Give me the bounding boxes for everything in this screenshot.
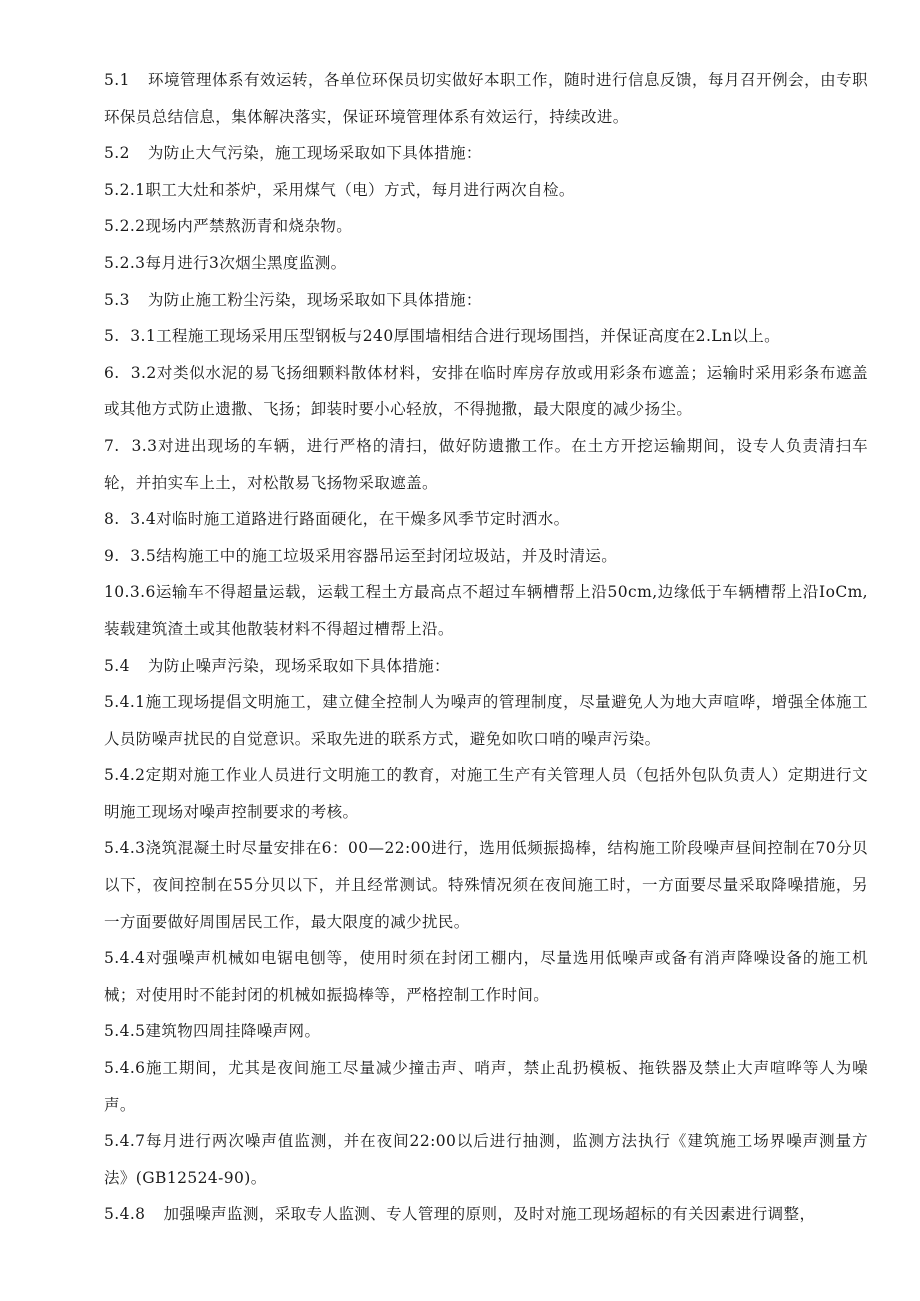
clause-number: 8. 3.4 — [104, 510, 157, 529]
paragraph-5-4 — [104, 648, 868, 685]
paragraph-5-4-8 — [104, 1196, 868, 1233]
clause-number: 5.2.3 — [104, 253, 146, 272]
clause-text: 定期对施工作业人员进行文明施工的教育，对施工生产有关管理人员（包括外包队负责人）定期进行文明施工现场对噪声控制要求的考核。 — [104, 766, 868, 821]
clause-text: 每月进行3次烟尘黑度监测。 — [145, 253, 347, 272]
clause-number: 7. 3.3 — [104, 436, 158, 455]
clause-text: 施工期间，尤其是夜间施工尽量减少撞击声、哨声，禁止乱扔模板、拖铁器及禁止大声喧哗等人为噪声。 — [104, 1059, 868, 1114]
paragraph-3-3 — [104, 428, 868, 501]
clause-number: 5.4.8 — [104, 1205, 146, 1224]
paragraph-5-2-2 — [104, 208, 868, 245]
clause-number: 5.1 — [104, 71, 130, 89]
paragraph-5-2 — [104, 135, 868, 172]
paragraph-5-2-3 — [104, 245, 868, 282]
paragraph-5-4-1 — [104, 684, 868, 757]
paragraph-5-3 — [104, 282, 868, 319]
paragraph-5-4-2 — [104, 757, 868, 830]
paragraph-3-1 — [104, 318, 868, 355]
clause-text: 施工现场提倡文明施工，建立健全控制人为噪声的管理制度，尽量避免人为地大声喧哗，增强全体施工人员防噪声扰民的自觉意识。采取先进的联系方式，避免如吹口哨的噪声污染。 — [104, 693, 868, 748]
clause-text: 为防止大气污染，施工现场采取如下具体措施： — [147, 144, 482, 163]
clause-text: 对临时施工道路进行路面硬化，在干燥多风季节定时洒水。 — [156, 510, 570, 529]
paragraph-3-4 — [104, 501, 868, 538]
clause-number: 5.2.1 — [104, 180, 146, 199]
clause-text: 对类似水泥的易飞扬细颗料散体材料，安排在临时库房存放或用彩条布遮盖；运输时采用彩条布遮盖或其他方式防止遗撒、飞扬；卸装时要小心轻放，不得抛撒，最大限度的减少扬尘。 — [104, 363, 869, 419]
paragraph-5-4-5 — [104, 1013, 868, 1050]
clause-text: 为防止施工粉尘污染，现场采取如下具体措施： — [147, 290, 482, 309]
clause-number: 5.4.7 — [104, 1132, 146, 1151]
clause-text: 加强噪声监测，采取专人监测、专人管理的原则，及时对施工现场超标的有关因素进行调整， — [163, 1205, 816, 1224]
clause-text: 结构施工中的施工垃圾采用容器吊运至封闭垃圾站，并及时清运。 — [156, 546, 618, 565]
clause-number: 5.4.2 — [104, 766, 146, 785]
paragraph-5-4-3 — [104, 830, 868, 940]
paragraph-5-1 — [104, 62, 868, 135]
clause-number: 6. 3.2 — [104, 363, 157, 382]
clause-number: 5.4.5 — [104, 1022, 146, 1041]
document-body — [104, 62, 868, 1233]
clause-number: 5.4.3 — [104, 839, 146, 858]
clause-text: 每月进行两次噪声值监测，并在夜间22:00以后进行抽测，监测方法执行《建筑施工场界噪声测量方法》(GB12524-90)。 — [104, 1132, 868, 1187]
clause-text: 建筑物四周挂降噪声网。 — [145, 1022, 321, 1041]
clause-number: 5.4.4 — [104, 949, 146, 968]
clause-number: 10.3.6 — [104, 583, 156, 602]
clause-number: 5.3 — [104, 290, 130, 309]
clause-text: 运输车不得超量运载，运载工程土方最高点不超过车辆槽帮上沿50cm,边缘低于车辆槽帮上沿IoCm,装载建筑渣土或其他散装材料不得超过槽帮上沿。 — [104, 583, 868, 638]
clause-text: 环境管理体系有效运转，各单位环保员切实做好本职工作，随时进行信息反馈，每月召开例会，由专职环保员总结信息，集体解决落实，保证环境管理体系有效运行，持续改进。 — [104, 71, 868, 126]
clause-text: 工程施工现场采用压型钢板与240厚围墙相结合进行现场围挡，并保证高度在2.Ln以上。 — [156, 327, 781, 346]
clause-number: 5. 3.1 — [104, 327, 157, 346]
clause-text: 为防止噪声污染，现场采取如下具体措施： — [147, 656, 450, 675]
clause-number: 5.2.2 — [104, 217, 146, 236]
paragraph-3-2 — [104, 355, 868, 428]
paragraph-5-4-7 — [104, 1123, 868, 1196]
paragraph-5-4-4 — [104, 940, 868, 1013]
clause-text: 浇筑混凝土时尽量安排在6：00—22:00进行，选用低频振捣棒，结构施工阶段噪声昼间控制在70分贝以下，夜间控制在55分贝以下，并且经常测试。特殊情况须在夜间施工时，一方面要尽量采取降噪措施，另一方面要做好周围居民工作，最大限度的减少扰民。 — [104, 839, 868, 931]
clause-number: 5.2 — [104, 144, 130, 163]
clause-text: 对强噪声机械如电锯电刨等，使用时须在封闭工棚内，尽量选用低噪声或备有消声降噪设备的施工机械；对使用时不能封闭的机械如振捣棒等，严格控制工作时间。 — [104, 949, 868, 1004]
clause-number: 5.4.1 — [104, 693, 146, 712]
clause-text: 对进出现场的车辆，进行严格的清扫，做好防遗撒工作。在土方开挖运输期间，设专人负责清扫车轮，并拍实车上土，对松散易飞扬物采取遮盖。 — [104, 436, 869, 492]
clause-number: 5.4 — [104, 656, 130, 675]
clause-number: 9. 3.5 — [104, 546, 157, 565]
clause-text: 现场内严禁熬沥青和烧杂物。 — [145, 217, 353, 236]
paragraph-5-2-1 — [104, 172, 868, 209]
clause-text: 职工大灶和茶炉，采用煤气（电）方式，每月进行两次自检。 — [145, 180, 575, 199]
paragraph-3-6 — [104, 574, 868, 647]
paragraph-5-4-6 — [104, 1050, 868, 1123]
clause-number: 5.4.6 — [104, 1059, 146, 1078]
paragraph-3-5 — [104, 538, 868, 575]
